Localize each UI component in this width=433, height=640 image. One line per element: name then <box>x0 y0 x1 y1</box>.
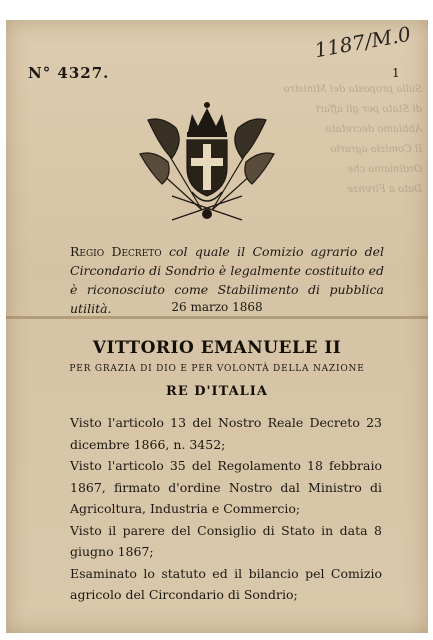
bleed-through-text: Sulla proposta del Ministro di Stato per gli affari Abbiamo decretato Il Comizio agrario Ordiniamo che Dato a Firenze <box>283 84 422 195</box>
king-title: RE D'ITALIA <box>166 384 268 399</box>
paragraph: Visto il parere del Consiglio di Stato in data 8 giugno 1867; <box>70 522 382 559</box>
paragraph: Visto l'articolo 13 del Nostro Reale Decreto 23 dicembre 1866, n. 3452; <box>70 415 382 452</box>
king-name: VITTORIO EMANUELE II <box>92 338 342 358</box>
grace-formula: PER GRAZIA DI DIO E PER VOLONTÀ DELLA NAZIONE <box>69 364 365 374</box>
decree-title-prefix: Regio Decreto <box>70 244 162 259</box>
decree-body <box>70 412 382 606</box>
decree-number: N° 4327. <box>28 64 110 82</box>
paragraph: Visto l'articolo 35 del Regolamento 18 febbraio 1867, firmato d'ordine Nostro dal Ministro di Agricoltura, Industria e Commercio; <box>70 458 382 516</box>
page-number: 1 <box>392 66 400 80</box>
decree-date: 26 marzo 1868 <box>171 300 263 314</box>
document-sheet <box>6 20 428 633</box>
royal-coat-of-arms-icon <box>132 92 282 232</box>
handwritten-note: 1187/M.0 <box>312 21 413 63</box>
paragraph: Esaminato lo statuto ed il bilancio pel Comizio agricolo del Circondario di Sondrio; <box>70 565 382 602</box>
decree-title-text: col quale il Comizio agrario del Circondario di Sondrio è legalmente costituito ed è riconosciuto come Stabilimento di pubblica utilità. <box>70 244 384 316</box>
